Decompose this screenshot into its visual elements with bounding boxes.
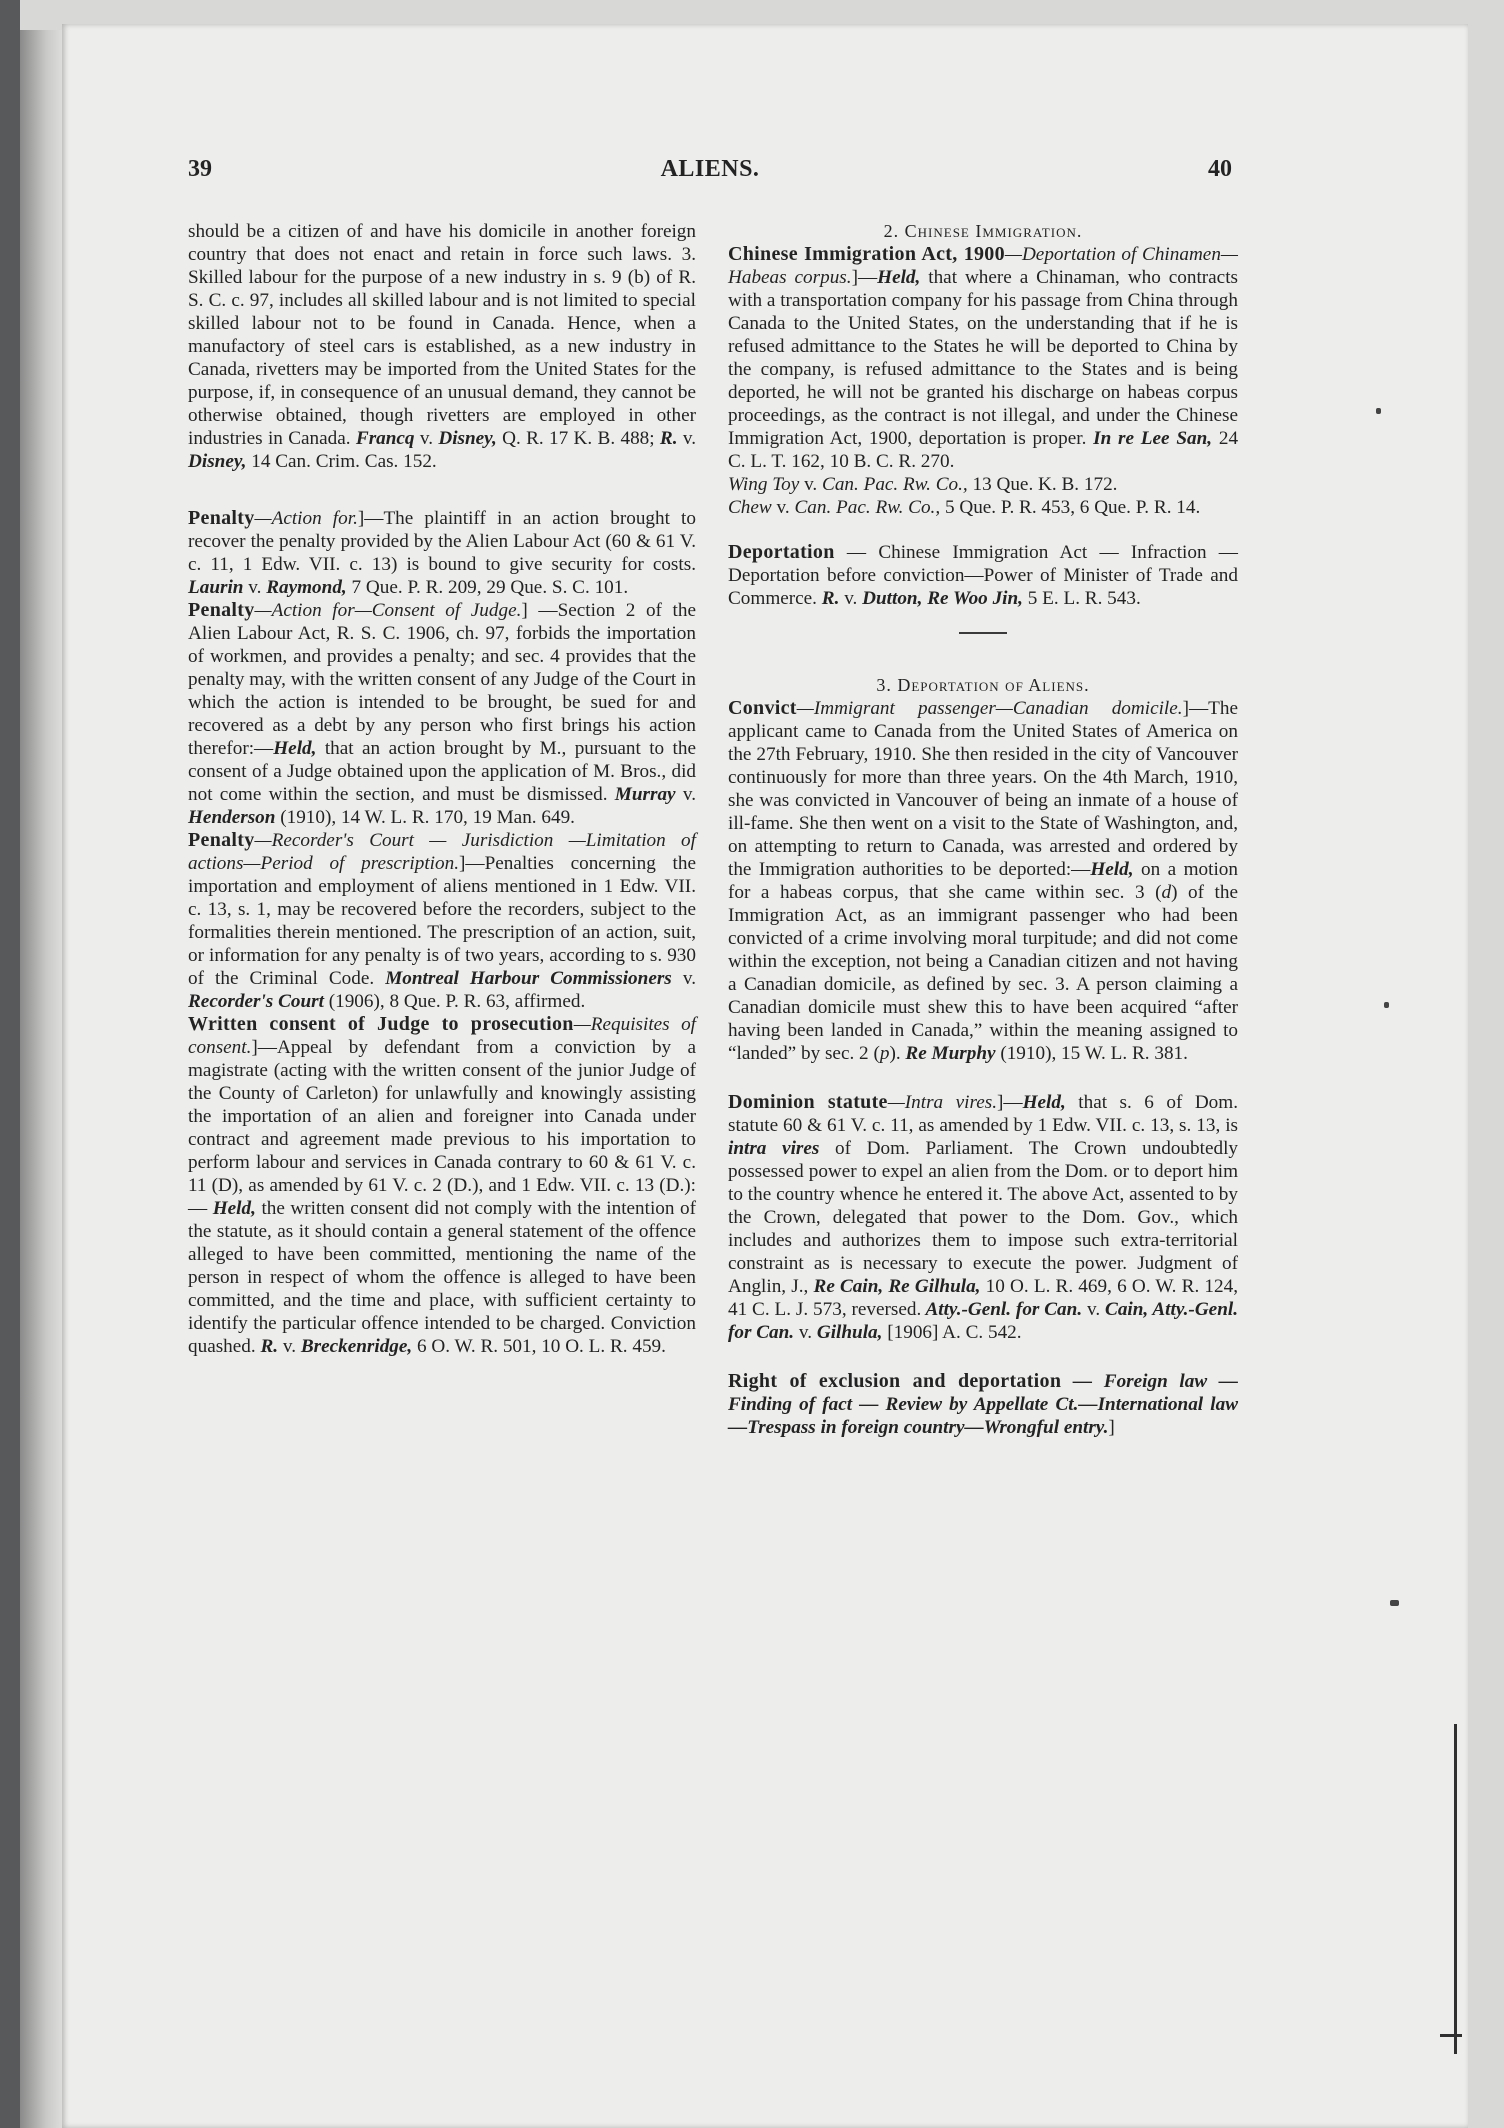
case-party: Atty.-Genl. for Can.	[921, 1299, 1083, 1320]
case-versus: v.	[278, 1336, 301, 1357]
entry-caption: —Immigrant passenger—Canadian domicile.	[796, 698, 1183, 719]
entry-text: that s. 6 of Dom. statute 60 & 61 V. c. 11, as amended by 1 Edw. VII. c. 13, s. 13, is	[728, 1092, 1238, 1136]
case-party: Wing Toy	[728, 474, 800, 495]
case-reference: Q. R. 17 K. B. 488;	[496, 428, 660, 449]
page-edge-line	[1454, 1724, 1457, 2054]
case-party: Can. Pac. Rw. Co.,	[822, 474, 968, 495]
entry-text: — Chinese Immigration Act — Infraction — Deportation before conviction—Power of Minister of Trade and Commerce.	[728, 542, 1238, 609]
digest-entry	[728, 243, 1238, 473]
case-reference: 5 E. L. R. 543.	[1022, 588, 1141, 609]
case-reference: 13 Que. K. B. 172.	[967, 474, 1118, 495]
entry-text: the written consent did not comply with the intention of the statute, as it should contain a general statement of the offence alleged to have been committed, mentioning the name of the person in respect of whom the offence is alleged to have been committed, and the time and place, with sufficient certainty to identify the particular offence intended to be charged. Conviction quashed.	[188, 1198, 697, 1357]
case-party: Disney,	[188, 451, 247, 472]
page-edge-tick	[1440, 2034, 1462, 2037]
case-versus: v.	[414, 428, 439, 449]
entry-heading: Right of exclusion and deportation	[728, 1370, 1062, 1392]
intro-text: should be a citizen of and have his domicile in another foreign country that does not enact and retain in force such laws. 3. Skilled labour for the purpose of a new industry in s. 9 (b) of R. S. C. c. 97, includes all skilled labour and is not limited to special skilled labour not to be found in Canada. Hence, when a manufactory of steel cars is established, as a new industry in Canada, rivetters may be imported from the United States for the purpose, if, in consequence of an unusual demand, they cannot be otherwise obtained, though rivetters are employed in other industries in Canada.	[188, 221, 696, 449]
entry-caption: —Intra vires.	[887, 1092, 998, 1113]
digest-entry	[188, 599, 696, 829]
case-versus: v.	[671, 968, 696, 989]
entry-text: ]—Penalties concerning the importation and employment of aliens mentioned in 1 Edw. VII. c. 13, s. 1, may be recovered before the recorders, subject to the formalities therein mentioned. The prescription of an action, suit, or information for any penalty is of two years, according to s. 930 of the Criminal Code.	[188, 853, 696, 989]
held-label: Held,	[273, 738, 317, 759]
entry-heading: Dominion statute	[728, 1091, 888, 1113]
digest-entry	[728, 541, 1238, 610]
scan-speck	[1384, 1002, 1389, 1008]
case-versus: v.	[799, 474, 823, 495]
case-versus: v.	[243, 577, 267, 598]
entry-text: ]—Appeal by defendant from a conviction by a magistrate (acting with the written consent of the junior Judge of the County of Carleton) for unlawfully and knowingly assisting the importation of an alien and foreigner into Canada under contract and agreement made previous to his importation to perform labour and services in Canada contrary to 60 & 61 V. c. 11 (D), as amended by 61 V. c. 2 (D.), and 1 Edw. VII. c. 13 (D.):—	[188, 1037, 696, 1219]
subsection-letter: p	[879, 1043, 890, 1064]
digest-entry	[188, 829, 696, 1013]
case-reference: 5 Que. P. R. 453, 6 Que. P. R. 14.	[940, 497, 1201, 518]
case-party: Re Murphy	[905, 1043, 996, 1064]
entry-text: that an action brought by M., pursuant to the consent of a Judge obtained upon the application of M. Bros., did not come within the section, and must be dismissed.	[188, 738, 696, 805]
case-party: R.	[659, 428, 678, 449]
entry-text: of Dom. Parliament. The Crown undoubtedly possessed power to expel an alien from the Dom. or to deport him to the country whence he entered it. The above Act, assented to by the Crown, delegated that power to the Dom. Gov., which includes and authorizes them to impose such extra-territorial constraint as is necessary to execute the power. Judgment of Anglin, J.,	[728, 1138, 1238, 1297]
case-reference: 24 C. L. T. 162, 10 B. C. R. 270.	[728, 428, 1239, 472]
case-party: Re Cain, Re Gilhula,	[808, 1276, 981, 1297]
subsection-letter: d	[1161, 882, 1172, 903]
case-party: Breckenridge,	[300, 1336, 413, 1357]
case-party: R.	[821, 588, 840, 609]
entry-caption: —Action for—Consent of Judge.	[254, 600, 522, 621]
page-header	[188, 156, 1232, 196]
case-party: Murray	[614, 784, 676, 805]
case-reference: 14 Can. Crim. Cas. 152.	[246, 451, 437, 472]
digest-entry	[728, 1091, 1238, 1344]
latin-term: intra vires	[728, 1138, 820, 1159]
scan-speck	[1390, 1600, 1399, 1606]
entry-text: ]—	[997, 1092, 1023, 1113]
entry-text: ).	[889, 1043, 901, 1064]
section-divider	[959, 632, 1007, 634]
entry-heading: Deportation	[728, 541, 835, 563]
case-versus: v.	[794, 1322, 817, 1343]
entry-heading: Convict	[728, 697, 797, 719]
entry-text: ) of the Immigration Act, as an immigrant passenger who had been convicted of a crime involving moral turpitude; and did not come within the exception, not being a Canadian citizen and not having a Canadian domicile, as defined by sec. 3. A person claiming a Canadian domicile must shew this to have been acquired “after having been landed in Canada,” within the meaning assigned to “landed” by sec. 2 (	[728, 882, 1238, 1064]
entry-caption: —Action for.	[254, 508, 358, 529]
digest-entry	[728, 1370, 1238, 1439]
entry-text: ]—	[851, 267, 878, 288]
case-reference: (1910), 15 W. L. R. 381.	[995, 1043, 1188, 1064]
entry-caption: —Recorder's Court — Jurisdiction —Limitation of actions—Period of prescription.	[188, 830, 696, 874]
case-party: Chew	[728, 497, 772, 518]
case-party: Raymond,	[266, 577, 347, 598]
entry-text: that where a Chinaman, who contracts with a transportation company for his passage from China through Canada to the United States, on the understanding that if he is refused admittance to the States he will be deported to China by the company, is refused admittance to the States and is being deported, he will not be granted his discharge on habeas corpus proceedings, as the contract is not illegal, and under the Chinese Immigration Act, 1900, deportation is proper.	[728, 267, 1238, 449]
section-title: 3. Deportation of Aliens.	[876, 675, 1090, 695]
entry-heading: Written consent of Judge to prosecution	[188, 1013, 574, 1035]
case-party: Francq	[355, 428, 415, 449]
entry-heading: Chinese Immigration Act, 1900	[728, 243, 1005, 265]
case-reference: [1906] A. C. 542.	[882, 1322, 1022, 1343]
entry-caption: — Foreign law — Finding of fact — Review by Appellate Ct.—International law—Trespass in foreign country—Wrongful entry.	[728, 1371, 1238, 1438]
case-party: Can. Pac. Rw. Co.,	[794, 497, 941, 518]
case-versus: v.	[839, 588, 863, 609]
held-label: Held,	[212, 1198, 256, 1219]
case-party: Montreal Harbour Commissioners	[385, 968, 672, 989]
book-spine	[20, 30, 68, 2128]
right-column	[728, 220, 1238, 1439]
case-versus: v.	[771, 497, 795, 518]
running-title: ALIENS.	[660, 156, 760, 182]
digest-entry	[728, 473, 1238, 496]
entry-heading: Penalty	[188, 599, 255, 621]
case-party: Henderson	[188, 807, 276, 828]
entry-text: ]	[1108, 1417, 1115, 1438]
book-page	[62, 24, 1468, 2128]
scan-speck	[1376, 408, 1381, 414]
held-label: Held,	[1022, 1092, 1066, 1113]
digest-entry	[188, 507, 696, 599]
entry-text: on a motion for a habeas corpus, that she came within sec. 3 (	[728, 859, 1238, 903]
case-party: R.	[260, 1336, 279, 1357]
entry-heading: Penalty	[188, 507, 255, 529]
entry-text: ] —Section 2 of the Alien Labour Act, R. S. C. 1906, ch. 97, forbids the importation of workmen, and provides a penalty; and sec. 4 provides that the penalty may, with the written consent of any Judge of the Court in which the action is intended to be brought, be sued for and recovered as a debt by any person who first brings his action therefor:—	[188, 600, 696, 759]
case-reference: 10 O. L. R. 469, 6 O. W. R. 124, 41 C. L. J. 573, reversed.	[728, 1276, 1238, 1320]
case-versus: v.	[675, 784, 696, 805]
digest-entry	[728, 697, 1238, 1065]
case-party: Dutton, Re Woo Jin,	[862, 588, 1023, 609]
page-number-right: 40	[1208, 156, 1232, 182]
intro-paragraph	[188, 220, 696, 473]
section-title: 2. Chinese Immigration.	[883, 221, 1083, 241]
case-reference: 7 Que. P. R. 209, 29 Que. S. C. 101.	[346, 577, 629, 598]
case-party: Laurin	[188, 577, 244, 598]
entry-text: ]—The applicant came to Canada from the United States of America on the 27th February, 1910. She then resided in the city of Vancouver continuously for more than three years. On the 4th March, 1910, she was convicted in Vancouver of being an inmate of a house of ill-fame. She then went on a visit to the State of Washington, and, on attempting to return to Canada, was arrested and ordered by the Immigration authorities to be deported:—	[728, 698, 1238, 880]
case-party: Recorder's Court	[188, 991, 324, 1012]
case-party: In re Lee San,	[1093, 428, 1213, 449]
digest-entry	[728, 496, 1238, 519]
entry-text: ]—The plaintiff in an action brought to recover the penalty provided by the Alien Labour Act (60 & 61 V. c. 11, 1 Edw. VII. c. 13) is bound to give security for costs.	[188, 508, 696, 575]
case-reference: 6 O. W. R. 501, 10 O. L. R. 459.	[412, 1336, 666, 1357]
entry-heading: Penalty	[188, 829, 255, 851]
entry-caption: —Deportation of Chinamen—Habeas corpus.	[728, 244, 1238, 288]
digest-entry	[188, 1013, 696, 1358]
page-number-left: 39	[188, 156, 212, 182]
entry-caption: —Requisites of consent.	[188, 1014, 696, 1058]
case-reference: (1910), 14 W. L. R. 170, 19 Man. 649.	[275, 807, 575, 828]
left-column	[188, 220, 696, 1358]
case-party: Gilhula,	[816, 1322, 883, 1343]
case-reference: (1906), 8 Que. P. R. 63, affirmed.	[323, 991, 586, 1012]
held-label: Held,	[1090, 859, 1134, 880]
case-party: Cain, Atty.-Genl. for Can.	[728, 1299, 1238, 1343]
case-versus: v.	[1082, 1299, 1106, 1320]
case-versus: v.	[677, 428, 697, 449]
held-label: Held,	[877, 267, 921, 288]
case-party: Disney,	[438, 428, 497, 449]
